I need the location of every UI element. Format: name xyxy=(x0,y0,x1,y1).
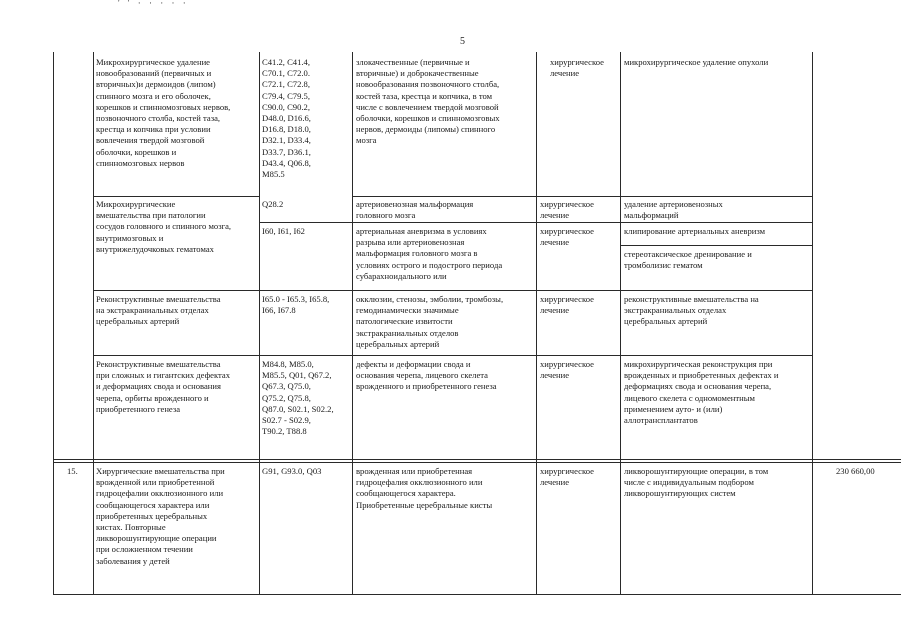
table-cell-treatment: хирургическое лечение xyxy=(540,294,594,316)
table-cell-method: стереотаксическое дренирование и тромболизис гематом xyxy=(624,249,752,271)
table-cell-intervention: Реконструктивные вмешательства при сложных и гигантских дефектах и деформациях свода и основания черепа, орбиты врожденного и приобретенного генеза xyxy=(96,359,230,414)
row-divider xyxy=(53,459,901,460)
table-col-divider xyxy=(620,52,621,595)
row-divider xyxy=(620,245,812,246)
table-cell-treatment: хирургическое лечение xyxy=(550,57,604,79)
table-col-divider xyxy=(812,52,813,595)
table-col-divider xyxy=(536,52,537,595)
table-cell-method: ликворошунтирующие операции, в том числе с индивидуальным подбором ликворошунтирующих систем xyxy=(624,466,769,499)
row-divider xyxy=(53,462,901,463)
row-divider xyxy=(259,222,812,223)
table-cell-intervention: Микрохирургическое удаление новообразований (первичных и вторичных)и дермоидов (липом) спинного мозга и его оболочек, корешков и спинномозговых нервов, позвоночного столба, костей таза, крестца и копчика при условии вовлечения твердой мозговой оболочки, корешков и спинномозговых нервов xyxy=(96,57,231,168)
table-cell-treatment: хирургическое лечение xyxy=(540,226,594,248)
table-cell-codes: G91, G93.0, Q03 xyxy=(262,466,322,476)
table-cell-treatment: хирургическое лечение xyxy=(540,359,594,381)
table-cell-codes: I60, I61, I62 xyxy=(262,226,305,236)
table-cell-diagnosis: окклюзии, стенозы, эмболии, тромбозы, гемодинамически значимые патологические извитости экстракраниальных отделов церебральных артерий xyxy=(356,294,504,349)
table-border-left xyxy=(53,52,54,595)
table-cell-codes: C41.2, C41.4, C70.1, C72.0. C72.1, C72.8, C79.4, C79.5, C90.0, C90.2, D48.0, D16.6, D16.8, D18.0, D32.1, D33.4, D33.7, D36.1, D43.4, Q06.8, M85.5 xyxy=(262,57,311,180)
scan-artifact: ' ' · · · · · xyxy=(118,0,189,6)
table-cell-intervention: Реконструктивные вмешательства на экстракраниальных отделах церебральных артерий xyxy=(96,294,221,327)
table-cell-method: микрохирургическое удаление опухоли xyxy=(624,57,769,67)
table-cell-method: клипирование артериальных аневризм xyxy=(624,226,766,236)
table-cell-cost: 230 660,00 xyxy=(836,466,875,476)
table-cell-codes: Q28.2 xyxy=(262,199,284,209)
row-divider xyxy=(352,196,812,197)
table-cell-diagnosis: злокачественные (первичные и вторичные) и доброкачественные новообразования позвоночного столба, костей таза, крестца и копчика, в том числе с вовлечением твердой мозговой оболочки, корешков и спинномозговых нервов, дермоиды (липомы) спинного мозга xyxy=(356,57,500,146)
table-cell-method: удаление артериовенозных мальформаций xyxy=(624,199,723,221)
table-cell-diagnosis: артериальная аневризма в условиях разрыва или артериовенозная мальформация головного мозга в условиях острого и подострого периода субарахноидального или xyxy=(356,226,503,281)
table-cell-treatment: хирургическое лечение xyxy=(540,199,594,221)
table-cell-number: 15. xyxy=(67,466,78,476)
table-cell-diagnosis: дефекты и деформации свода и основания черепа, лицевого скелета врожденного и приобретенного генеза xyxy=(356,359,497,392)
table-col-divider xyxy=(93,52,94,595)
table-cell-diagnosis: артериовенозная мальформация головного мозга xyxy=(356,199,474,221)
table-bottom-border xyxy=(53,594,901,595)
table-cell-codes: M84.8, M85.0, M85.5, Q01, Q67.2, Q67.3, Q75.0, Q75.2, Q75.8, Q87.0, S02.1, S02.2, S02.7 - S02.9, T90.2, T88.8 xyxy=(262,359,334,437)
page-number: 5 xyxy=(460,36,465,47)
table-cell-method: микрохирургическая реконструкция при врожденных и приобретенных дефектах и деформациях свода и основания черепа, лицевого скелета с одномоментным применением ауто- и (или) аллотрансплантатов xyxy=(624,359,779,426)
table-cell-codes: I65.0 - I65.3, I65.8, I66, I67.8 xyxy=(262,294,330,316)
table-cell-treatment: хирургическое лечение xyxy=(540,466,594,488)
table-col-divider xyxy=(352,52,353,595)
row-divider xyxy=(93,196,260,197)
row-divider xyxy=(93,290,812,291)
table-cell-intervention: Микрохирургические вмешательства при патологии сосудов головного и спинного мозга, внутримозговых и внутрижелудочковых гематомах xyxy=(96,199,232,254)
table-cell-intervention: Хирургические вмешательства при врожденной или приобретенной гидроцефалии окклюзионного или сообщающегося характера или приобретенных церебральных кистах. Повторные ликворошунтирующие операции при осложненном течении заболевания у детей xyxy=(96,466,225,566)
table-cell-method: реконструктивные вмешательства на экстракраниальных отделах церебральных артерий xyxy=(624,294,759,327)
table-col-divider xyxy=(259,52,260,595)
table-cell-diagnosis: врожденная или приобретенная гидроцефалия окклюзионного или сообщающегося характера. Приобретенные церебральные кисты xyxy=(356,466,493,510)
row-divider xyxy=(93,355,812,356)
